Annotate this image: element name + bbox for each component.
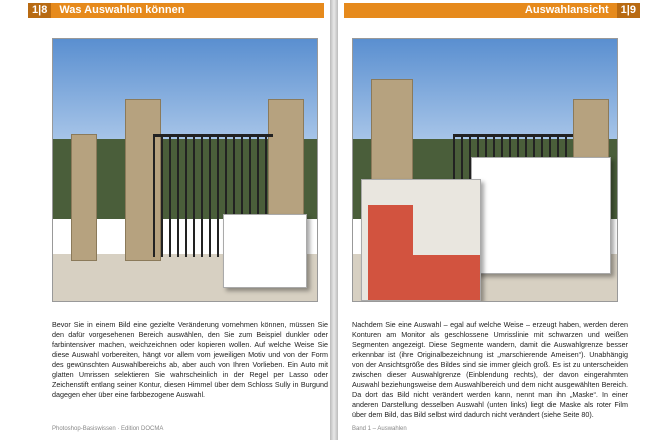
right-gate-photo xyxy=(352,38,618,302)
right-page-number: 1|9 xyxy=(617,3,640,18)
left-body-text: Bevor Sie in einem Bild eine gezielte Veränderung vornehmen können, müssen Sie den dafür vorgesehenen Bereich auswählen, den Sie zum Beispiel dunkler oder farbintensiver machen, weichzeichnen oder kopieren wollen. Auf welche Weise Sie diese Auswahl vorbereiten, hängt vor allem vom jeweiligen Motiv und von der Form des gewünschten Auswahlbereichs ab, aber auch von Ihren Vorlieben. Ein Auto mit glatten Umrissen selektieren Sie wahrscheinlich in der Regel per Lasso oder Zeichenstift entlang seiner Kontur, diesen Himmel über dem Schloss Sully in Burgund dagegen eher über eine farbbezogene Auswahl. xyxy=(52,320,328,399)
left-header-bar xyxy=(28,3,324,18)
red-mask-inset xyxy=(361,179,481,301)
right-page xyxy=(338,0,668,440)
left-page-number: 1|8 xyxy=(28,3,51,18)
sky-mask-inset xyxy=(223,214,307,288)
left-page xyxy=(0,0,330,440)
marching-ants-inset xyxy=(471,157,611,274)
right-body-text: Nachdem Sie eine Auswahl – egal auf welche Weise – erzeugt haben, werden deren Konturen am Monitor als geschlossene Umrisslinie mit schwarzen und weißen Segmenten angezeigt. Diese Segmente wandern, damit die Auswahlgrenze besser erkennbar ist (ihre Originalbezeichnung ist „marschierende Ameisen“). Unabhängig von der Ansichtsgröße des Bildes sind sie immer gleich groß. Es ist zu unterscheiden zwischen dieser Auswahlgrenze (Einblendung rechts), der davon eingerahmten Auswahl beziehungsweise dem Auswahlbereich und dem nicht ausgewählten Bereich. Da dort das Bild nicht verändert werden kann, nennt man ihn „Maske“. In einer anderen Darstellung desselben Auswahl (unten links) liegt die Maske als roter Film über dem Bild, das Bild selbst wird dadurch nicht verändert (siehe Seite 80). xyxy=(352,320,628,419)
left-gate-photo xyxy=(52,38,318,302)
right-header-bar xyxy=(344,3,640,18)
left-footer: Photoshop-Basiswissen · Edition DOCMA xyxy=(52,426,164,432)
book-gutter xyxy=(330,0,338,440)
right-header-title: Auswahlansicht xyxy=(524,4,609,16)
left-header-title: Was Auswahlen können xyxy=(59,4,185,16)
right-footer: Band 1 – Auswahlen xyxy=(352,426,407,432)
